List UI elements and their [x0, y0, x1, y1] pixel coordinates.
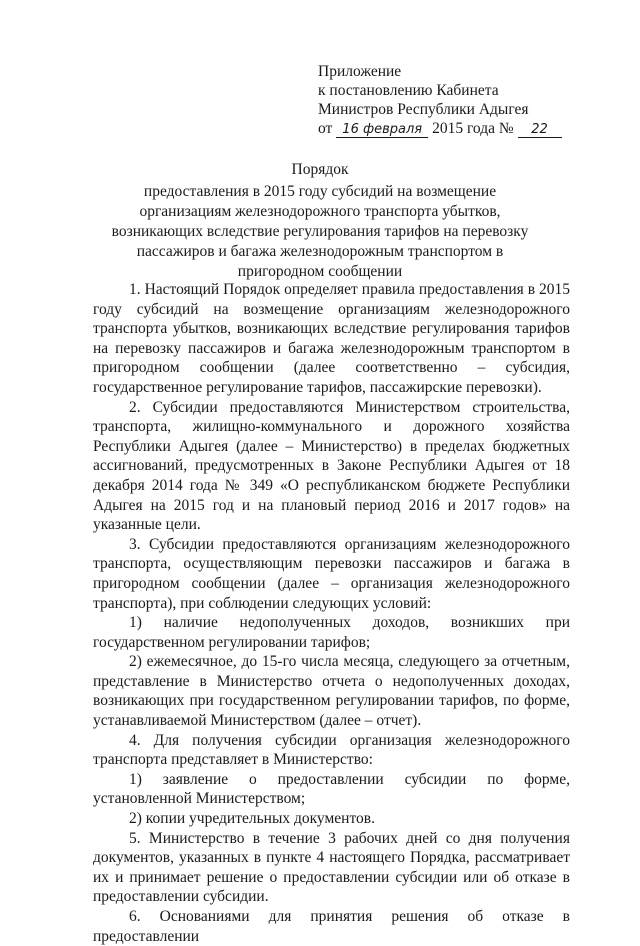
paragraph-2: 2. Субсидии предоставляются Министерством строительства, транспорта, жилищно-коммунального и дорожного хозяйства Республики Адыгея (далее – Министерство) в пределах бюджетных ассигнований, предусмотренных в Законе Республики Адыгея от 18 декабря 2014 года № 349 «О республиканском бюджете Республики Адыгея на 2015 год и на плановый период 2016 и 2017 годов» на указанные цели. — [93, 398, 570, 534]
document-subtitle: предоставления в 2015 году субсидий на возмещение организациям железнодорожного транспорта убытков, возникающих вследствие регулирования тарифов на перевозку пассажиров и багажа железнодорожным транспортом в пригородном сообщении — [111, 183, 529, 280]
document-body — [93, 280, 570, 946]
date-year: 2015 года № — [432, 120, 514, 137]
paragraph-4-item-2: 2) копии учредительных документов. — [129, 810, 375, 828]
date-prefix: от — [318, 120, 333, 137]
paragraph-4: 4. Для получения субсидии организация железнодорожного транспорта представляет в Министерство: — [93, 731, 570, 769]
appendix-label: Приложение — [318, 63, 402, 80]
paragraph-1: 1. Настоящий Порядок определяет правила предоставления в 2015 году субсидий на возмещение организациям железнодорожного транспорта убытков, возникающих вследствие регулирования тарифов на перевозку пассажиров и багажа железнодорожным транспортом в пригородном сообщении (далее соответственно – субсидия, государственное регулирование тарифов, пассажирские перевозки). — [93, 281, 570, 396]
paragraph-5: 5. Министерство в течение 3 рабочих дней со дня получения документов, указанных в пункте 4 настоящего Порядка, рассматривает их и принимает решение о предоставлении субсидии или об отказе в предоставлении субсидии. — [93, 829, 570, 906]
paragraph-3: 3. Субсидии предоставляются организациям железнодорожного транспорта, осуществляющим перевозки пассажиров и багажа в пригородном сообщении (далее – организация железнодорожного транспорта), при соблюдении следующих условий: — [93, 535, 570, 612]
appendix-block — [318, 62, 562, 138]
appendix-cabinet-line: Министров Республики Адыгея — [318, 101, 529, 118]
paragraph-4-item-1: 1) заявление о предоставлении субсидии по форме, установленной Министерством; — [93, 770, 570, 808]
paragraph-6: 6. Основаниями для принятия решения об отказе в предоставлении — [93, 908, 570, 945]
document-heading: Порядок — [291, 161, 349, 178]
appendix-date-line — [318, 119, 562, 138]
appendix-resolution-line: к постановлению Кабинета — [318, 82, 499, 99]
paragraph-3-item-1: 1) наличие недополученных доходов, возникших при государственном регулировании тарифов; — [93, 614, 570, 651]
handwritten-date: 16 февраля — [336, 122, 428, 138]
paragraph-3-item-2: 2) ежемесячное, до 15-го числа месяца, следующего за отчетным, представление в Министерство отчета о недополученных доходах, возникающих при государственном регулировании тарифов, по форме, устанавливаемой Министерством (далее – отчет). — [93, 653, 570, 730]
handwritten-number: 22 — [518, 122, 562, 138]
document-title-block — [110, 160, 530, 282]
